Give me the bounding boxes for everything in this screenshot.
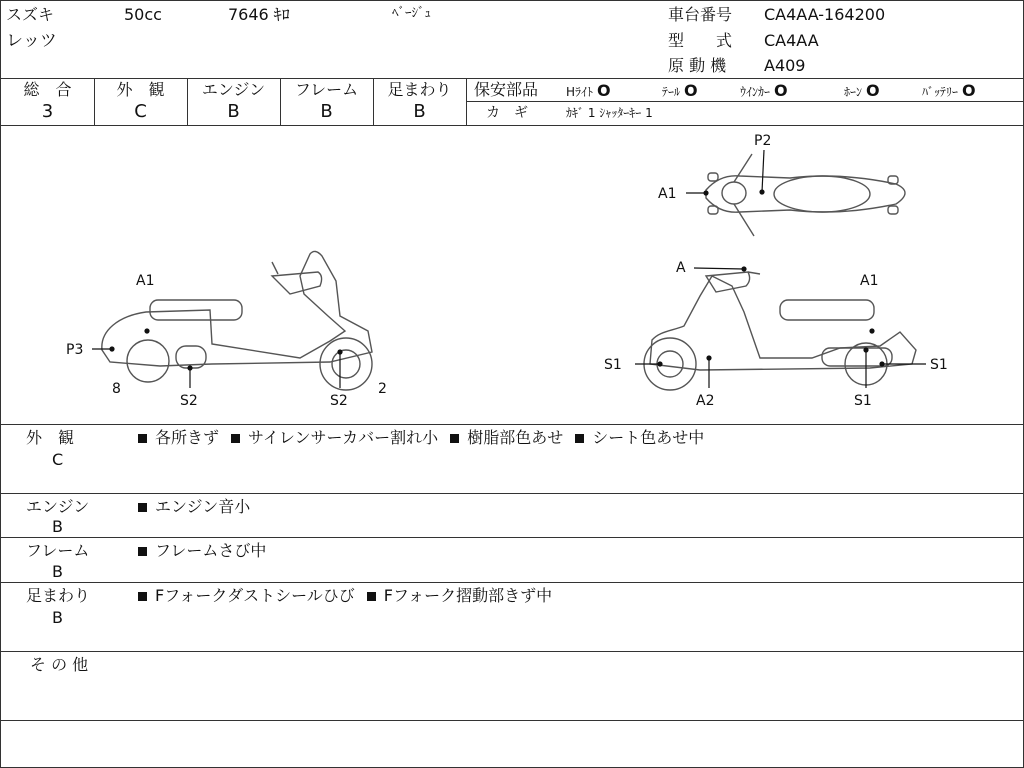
- detail-engine-items: エンジン音小: [138, 499, 262, 515]
- diagram-label-left-s2-b: S2: [330, 393, 348, 409]
- diagram-label-left-a1: A1: [136, 273, 155, 289]
- type-value: CA4AA: [764, 31, 819, 50]
- diagram-label-right-a2: A2: [696, 393, 715, 409]
- diagram-label-left-8: 8: [112, 381, 121, 397]
- maker: スズキ: [6, 5, 55, 24]
- diagram-label-right-s1-b: S1: [930, 357, 948, 373]
- grade-frame-label: フレーム: [294, 80, 359, 99]
- frame-no: CA4AA-164200: [764, 5, 886, 24]
- model-name: レッツ: [6, 31, 57, 51]
- detail-exterior-items: 各所きず サイレンサーカバー割れ小 樹脂部色あせ シート色あせ中: [138, 430, 716, 446]
- detail-exterior-category: 外 観: [26, 428, 75, 447]
- engine-label: 原 動 機: [668, 56, 727, 75]
- diagram-label-left-2: 2: [378, 381, 387, 397]
- diagram-label-left-s2-a: S2: [180, 393, 198, 409]
- detail-frame-items: フレームさび中: [138, 543, 278, 559]
- detail-suspension-category: 足まわり: [26, 586, 91, 605]
- engine-value: A409: [764, 56, 806, 75]
- detail-engine-category: エンジン: [26, 497, 90, 516]
- grade-overall-value: 3: [41, 101, 54, 122]
- diagram-label-left-p3: P3: [66, 342, 84, 358]
- diagram-label-right-s1-a: S1: [604, 357, 622, 373]
- grade-suspension-label: 足まわり: [387, 80, 452, 99]
- safety-winker: ｳｲﾝｶｰ O: [740, 81, 788, 100]
- diagram-label-right-s1-c: S1: [854, 393, 872, 409]
- detail-suspension-items: Fフォークダストシールひび Fフォーク摺動部きず中: [138, 588, 564, 604]
- detail-suspension-grade: B: [52, 608, 63, 627]
- safety-label: 保安部品: [474, 80, 539, 99]
- detail-other-category: そ の 他: [30, 655, 89, 674]
- diagram-label-right-a: A: [676, 260, 686, 276]
- diagram-label-top-a1: A1: [658, 186, 677, 202]
- diagram-label-right-a1: A1: [860, 273, 879, 289]
- safety-battery: ﾊﾞｯﾃﾘｰ O: [922, 81, 976, 100]
- displacement: 50cc: [124, 5, 162, 24]
- grade-engine-label: エンジン: [201, 80, 266, 99]
- grade-exterior-label: 外 観: [116, 80, 165, 99]
- detail-engine-grade: B: [52, 517, 63, 536]
- color: ﾍﾞｰｼﾞｭ: [392, 6, 431, 21]
- key-label: カ ギ: [486, 105, 528, 121]
- safety-horn: ﾎｰﾝ O: [844, 81, 880, 100]
- grade-frame-value: B: [320, 101, 333, 122]
- mileage: 7646 ｷﾛ: [228, 5, 290, 24]
- safety-taillight: ﾃｰﾙ O: [662, 81, 698, 100]
- frame-no-label: 車台番号: [668, 5, 733, 24]
- grade-engine-value: B: [227, 101, 240, 122]
- diagram-label-top-p2: P2: [754, 133, 772, 149]
- safety-headlight: Hﾗｲﾄ O: [566, 81, 611, 100]
- detail-frame-grade: B: [52, 562, 63, 581]
- detail-exterior-grade: C: [52, 450, 64, 469]
- grade-overall-label: 総 合: [23, 80, 72, 99]
- grade-exterior-value: C: [134, 101, 147, 122]
- detail-frame-category: フレーム: [26, 541, 90, 560]
- type-label: 型 式: [668, 31, 733, 50]
- key-value: ｶｷﾞ 1 ｼｬｯﾀｰｷｰ 1: [566, 106, 653, 120]
- grade-suspension-value: B: [413, 101, 426, 122]
